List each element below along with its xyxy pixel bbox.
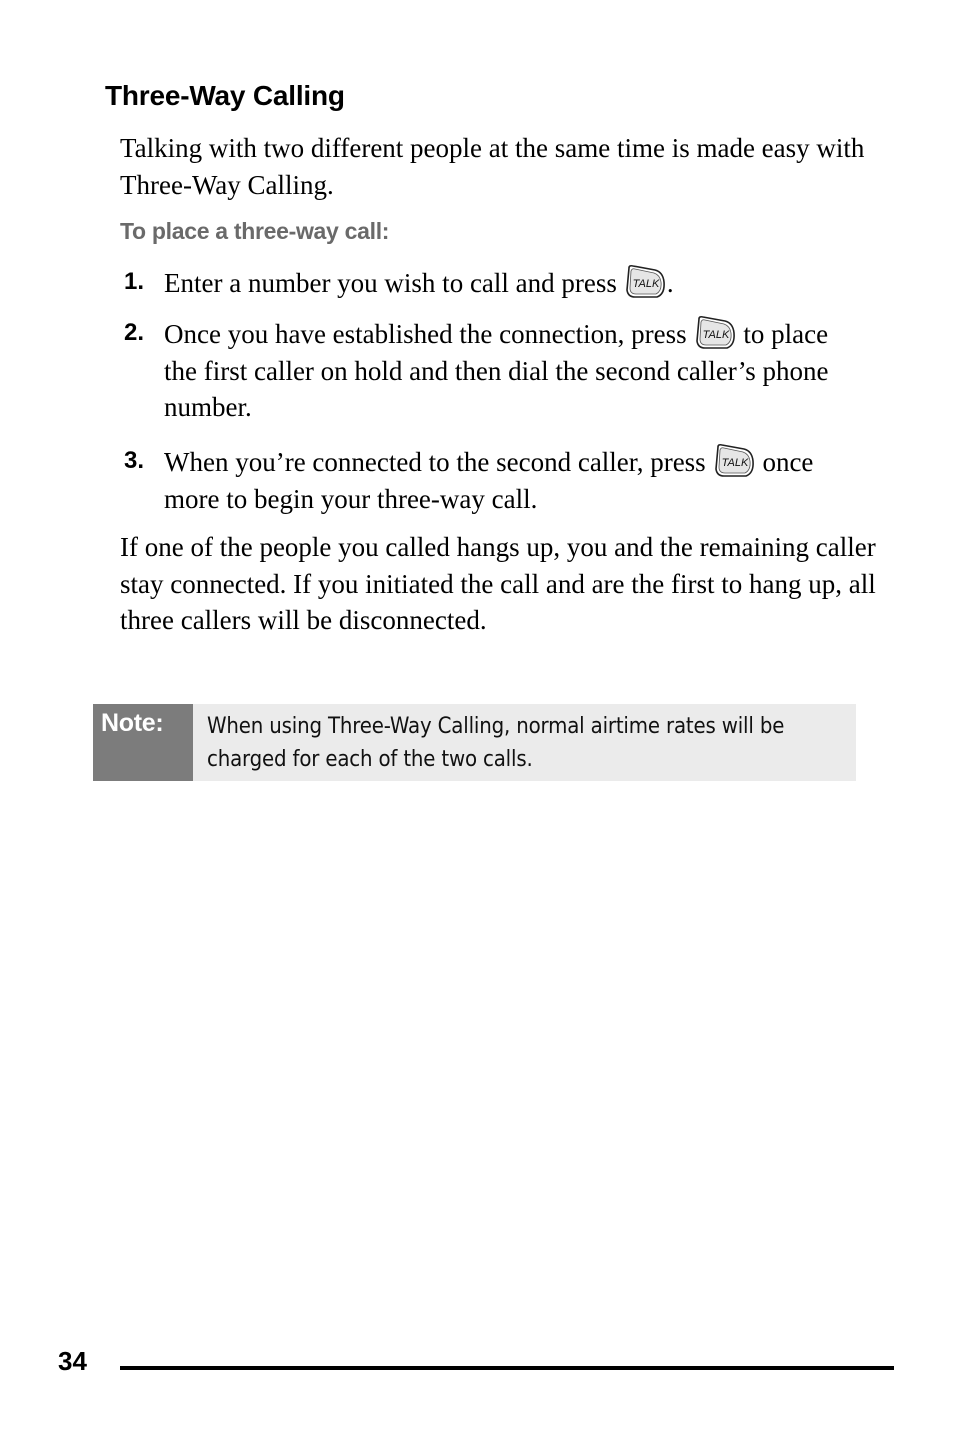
step-text — [164, 315, 854, 426]
footer-rule — [120, 1366, 894, 1370]
step-text-after: once more to begin your three-way call. — [164, 447, 814, 514]
talk-key-label: TALK — [702, 329, 729, 341]
note-text: When using Three-Way Calling, normal airtime rates will be charged for each of the two calls. — [207, 714, 785, 772]
note-label: Note: — [93, 704, 193, 781]
step-text — [164, 443, 864, 517]
closing-paragraph: If one of the people you called hangs up, you and the remaining caller stay connected. If you initiated the call and are the first to hang up, all three callers will be disconnected. — [120, 532, 876, 635]
step-text — [164, 264, 874, 302]
step-text-before: When you’re connected to the second caller, press — [164, 447, 706, 477]
step-number: 1. — [124, 268, 145, 295]
step-number: 2. — [124, 319, 145, 346]
talk-key-label: TALK — [632, 278, 660, 290]
step-number: 3. — [124, 447, 145, 474]
section-title: Three-Way Calling — [105, 80, 345, 111]
talk-key-icon — [625, 264, 667, 300]
talk-key-icon — [714, 443, 756, 479]
step-text-after: to place the first caller on hold and then dial the second caller’s phone number. — [164, 319, 829, 422]
procedure-heading: To place a three-way call: — [120, 218, 390, 244]
talk-key-label: TALK — [721, 457, 749, 469]
note-box — [93, 704, 856, 781]
step-text-before: Enter a number you wish to call and press — [164, 268, 617, 298]
intro-paragraph: Talking with two different people at the same time is made easy with Three-Way Calling. — [120, 133, 865, 200]
page-number: 34 — [58, 1346, 87, 1376]
step-text-after: . — [666, 268, 674, 298]
talk-key-icon — [695, 315, 737, 351]
step-text-before: Once you have established the connection, press — [164, 319, 687, 349]
